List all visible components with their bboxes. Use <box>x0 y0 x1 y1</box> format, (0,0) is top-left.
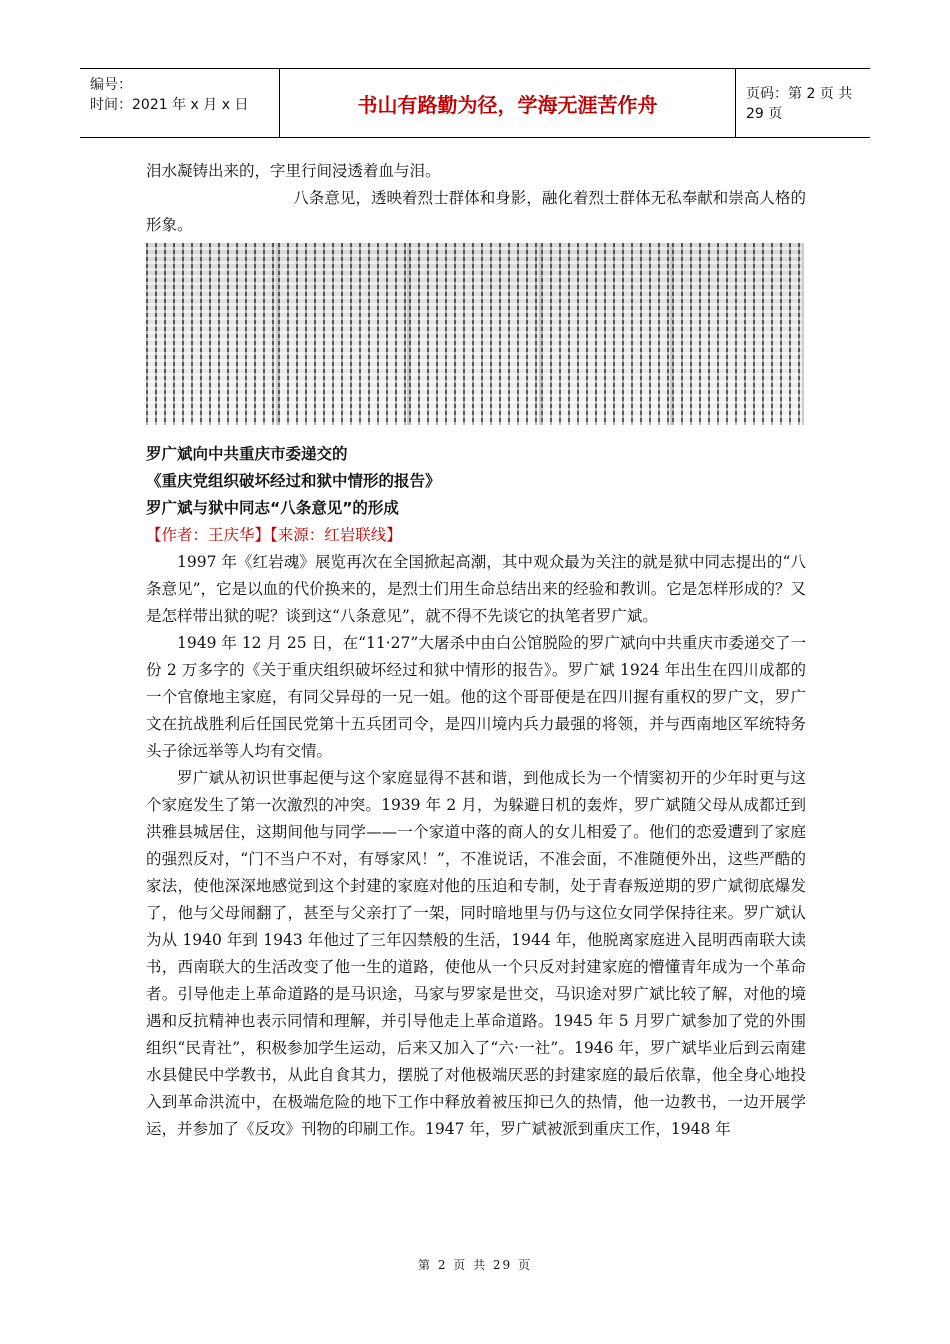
header-meta-cell <box>80 69 280 137</box>
section-heading-2: 《重庆党组织破坏经过和狱中情形的报告》 <box>146 472 441 490</box>
paragraph-1: 1997 年《红岩魂》展览再次在全国掀起高潮，其中观众最为关注的就是狱中同志提出的“八条意见”，它是以血的代价换来的，是烈士们用生命总结出来的经验和教训。它是怎样形成的？又是怎样带出狱的呢？谈到这“八条意见”，就不得不先谈它的执笔者罗广斌。 <box>146 553 806 625</box>
manuscript-page <box>541 243 673 425</box>
section-heading-3: 罗广斌与狱中同志“八条意见”的形成 <box>146 499 399 517</box>
doc-time-label: 时间：2021 年 x 月 x 日 <box>90 97 249 113</box>
paragraph-3: 罗广斌从初识世事起便与这个家庭显得不甚和谐，到他成长为一个情窦初开的少年时更与这个家庭发生了第一次激烈的冲突。1939 年 2 月，为躲避日机的轰炸，罗广斌随父母从成都迁到洪雅县城居住，这期间他与同学——一个家道中落的商人的女儿相爱了。他们的恋爱遭到了家庭的强烈反对，“门不当户不对，有辱家风！”，不准说话，不准会面，不准随便外出，这些严酷的家法，使他深深地感觉到这个封建的家庭对他的压迫和专制，处于青春叛逆期的罗广斌彻底爆发了，他与父母闹翻了，甚至与父亲打了一架，同时暗地里与仍与这位女同学保持往来。罗广斌认为从 1940 年到 1943 年他过了三年囚禁般的生活，1944 年，他脱离家庭进入昆明西南联大读书，西南联大的生活改变了他一生的道路，使他从一个只反对封建家庭的懵懂青年成为一个革命者。引导他走上革命道路的是马识途，马家与罗家是世交，马识途对罗广斌比较了解，对他的境遇和反抗精神也表示同情和理解，并引导他走上革命道路。1945 年 5 月罗广斌参加了党的外围组织“民青社”，积极参加学生运动，后来又加入了“六·一社”。1946 年，罗广斌毕业后到云南建水县健民中学教书，从此自食其力，摆脱了对他极端厌恶的封建家庭的最后依靠，他全身心地投入到革命洪流中，在极端危险的地下工作中释放着被压抑已久的热情，他一边教书，一边开展学运，并参加了《反攻》刊物的印刷工作。1947 年，罗广斌被派到重庆工作，1948 年 <box>146 769 806 1138</box>
header-page-info: 页码：第 2 页 共 29 页 <box>746 86 853 122</box>
manuscript-page <box>278 243 410 425</box>
paragraph-2: 1949 年 12 月 25 日，在“11·27”大屠杀中由白公馆脱险的罗广斌向中共重庆市委递交了一份 2 万多字的《关于重庆组织破坏经过和狱中情形的报告》。罗广斌 1924 年出生在四川成都的一个官僚地主家庭，有同父异母的一兄一姐。他的这个哥哥便是在四川握有重权的罗广文，罗广文在抗战胜利后任国民党第十五兵团司令，是四川境内兵力最强的将领，并与西南地区军统特务头子徐远举等人均有交情。 <box>146 634 806 760</box>
doc-number-label: 编号： <box>90 77 132 93</box>
manuscript-page <box>672 243 804 425</box>
author-source-line: 【作者：王庆华】【来源：红岩联线】 <box>146 526 402 544</box>
paragraph-eight-opinions: 八条意见，透映着烈士群体和身影，融化着烈士群体无私奉献和崇高人格的形象。 <box>146 189 806 234</box>
section-heading-1: 罗广斌向中共重庆市委递交的 <box>146 445 348 463</box>
page-footer: 第 2 页 共 29 页 <box>418 1258 532 1272</box>
document-header <box>80 68 870 138</box>
manuscript-page <box>146 243 278 425</box>
header-motto: 书山有路勤为径，学海无涯苦作舟 <box>280 69 736 137</box>
document-body <box>146 158 806 1143</box>
continued-line: 泪水凝铸出来的，字里行间浸透着血与泪。 <box>146 162 441 180</box>
manuscript-photo <box>146 243 804 425</box>
manuscript-page <box>409 243 541 425</box>
